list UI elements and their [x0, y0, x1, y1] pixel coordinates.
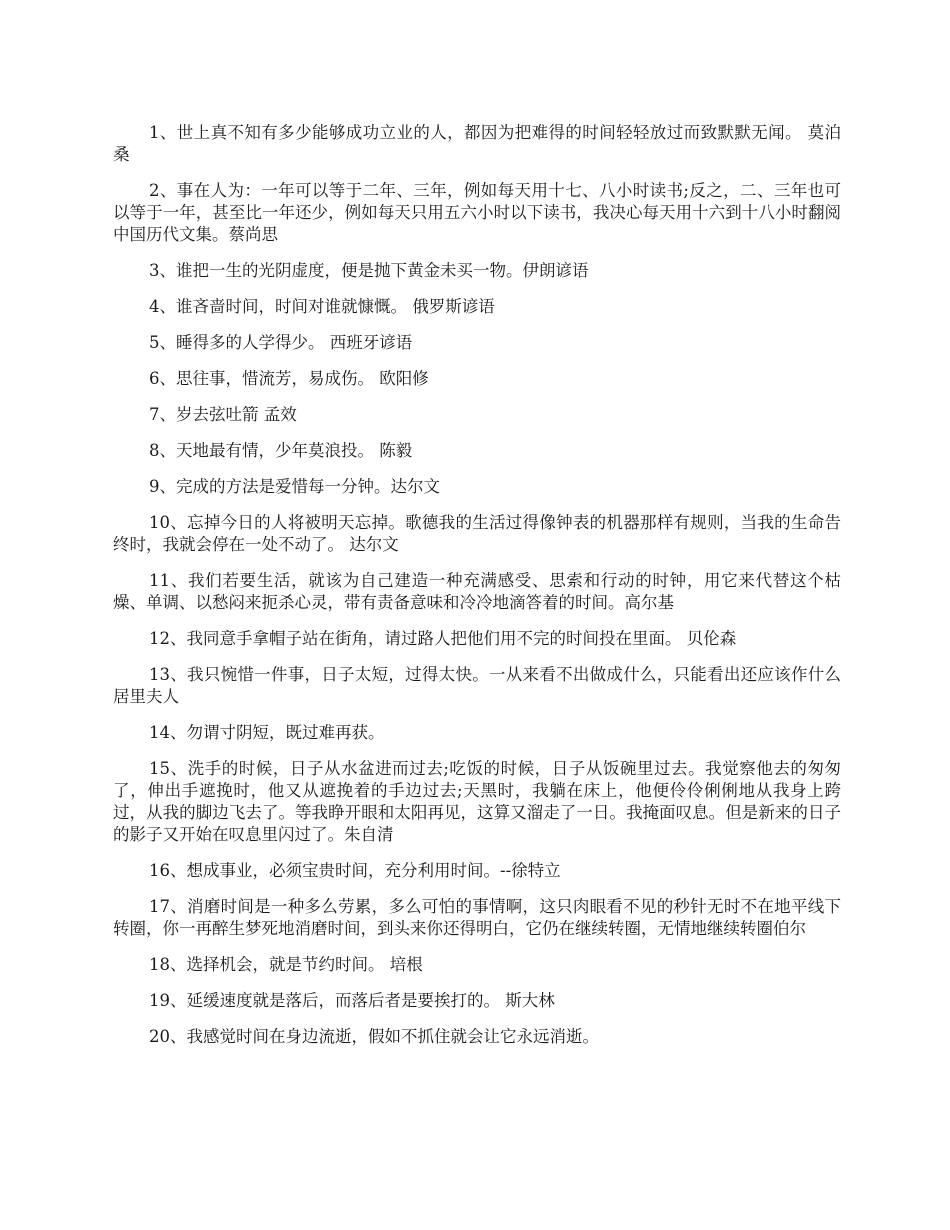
quote-paragraph-13: 13、我只惋惜一件事，日子太短，过得太快。一从来看不出做成什么，只能看出还应该作什么 居里夫人	[113, 665, 841, 706]
quote-paragraph-4: 4、谁吝啬时间，时间对谁就慷慨。 俄罗斯谚语	[149, 297, 495, 316]
quote-paragraph-15: 15、洗手的时候，日子从水盆进而过去;吃饭的时候，日子从饭碗里过去。我觉察他去的匆匆了，伸出手遮挽时，他又从遮挽着的手边过去;天黑时，我躺在床上，他便伶伶俐俐地从我身上跨过，从我的脚边飞去了。等我睁开眼和太阳再见，这算又溜走了一日。我掩面叹息。但是新来的日子的影子又开始在叹息里闪过了。朱自清	[113, 759, 841, 844]
quote-paragraph-3: 3、谁把一生的光阴虚度，便是抛下黄金未买一物。伊朗谚语	[149, 261, 589, 280]
quote-paragraph-1: 1、世上真不知有多少能够成功立业的人，都因为把难得的时间轻轻放过而致默默无闻。 莫泊桑	[113, 123, 841, 164]
quote-paragraph-10: 10、忘掉今日的人将被明天忘掉。歌德我的生活过得像钟表的机器那样有规则，当我的生命告终时，我就会停在一处不动了。 达尔文	[113, 513, 841, 554]
quote-paragraph-20: 20、我感觉时间在身边流逝，假如不抓住就会让它永远消逝。	[149, 1027, 599, 1046]
quote-paragraph-5: 5、睡得多的人学得少。 西班牙谚语	[149, 333, 413, 352]
quote-paragraph-17: 17、消磨时间是一种多么劳累，多么可怕的事情啊，这只肉眼看不见的秒针无时不在地平线下转圈，你一再醉生梦死地消磨时间，到头来你还得明白，它仍在继续转圈，无情地继续转圈伯尔	[113, 897, 841, 938]
quote-paragraph-2: 2、事在人为：一年可以等于二年、三年，例如每天用十七、八小时读书;反之，二、三年也可以等于一年，甚至比一年还少，例如每天只用五六小时以下读书，我决心每天用十六到十八小时翻阅中国历代文集。蔡尚思	[113, 181, 841, 244]
quote-paragraph-9: 9、完成的方法是爱惜每一分钟。达尔文	[149, 477, 440, 496]
quote-paragraph-11: 11、我们若要生活，就该为自己建造一种充满感受、思索和行动的时钟，用它来代替这个枯燥、单调、以愁闷来扼杀心灵，带有责备意味和冷冷地滴答着的时间。高尔基	[113, 571, 841, 612]
quote-paragraph-18: 18、选择机会，就是节约时间。 培根	[149, 955, 423, 974]
quote-paragraph-6: 6、思往事，惜流芳，易成伤。 欧阳修	[149, 369, 429, 388]
document-page	[113, 122, 841, 1062]
quote-paragraph-19: 19、延缓速度就是落后，而落后者是要挨打的。 斯大林	[149, 991, 555, 1010]
quote-paragraph-14: 14、勿谓寸阴短，既过难再获。	[149, 723, 385, 742]
quote-paragraph-7: 7、岁去弦吐箭 孟效	[149, 405, 297, 424]
quote-paragraph-12: 12、我同意手拿帽子站在街角，请过路人把他们用不完的时间投在里面。 贝伦森	[149, 629, 737, 648]
quote-paragraph-8: 8、天地最有情，少年莫浪投。 陈毅	[149, 441, 413, 460]
quote-paragraph-16: 16、想成事业，必须宝贵时间，充分利用时间。--徐特立	[149, 861, 561, 880]
